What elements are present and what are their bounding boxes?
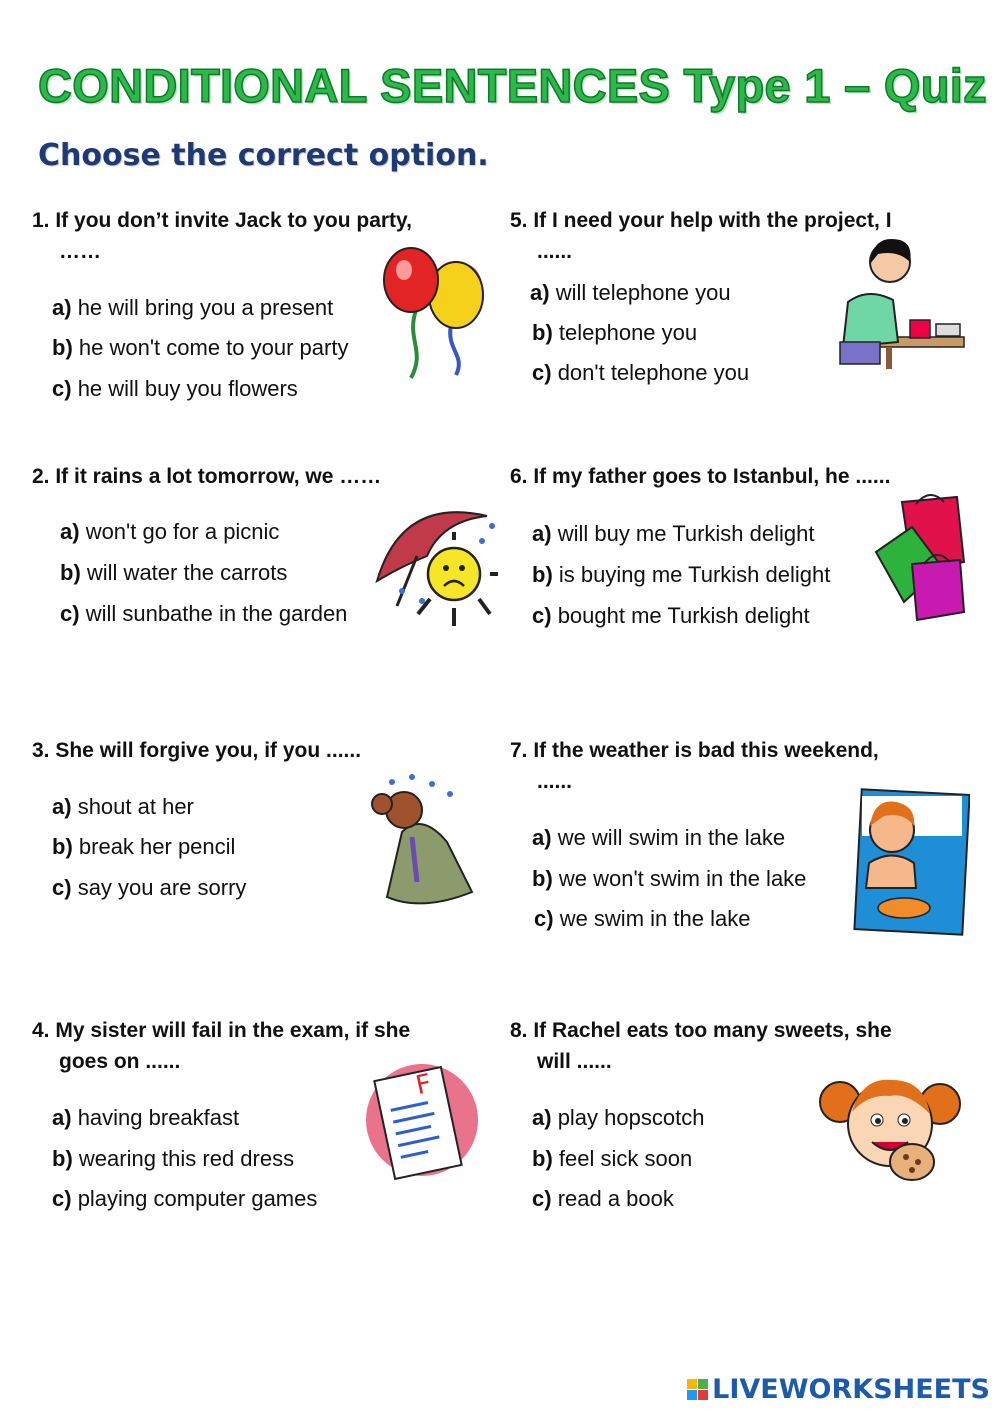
option-4b[interactable]: b) wearing this red dress <box>52 1146 295 1171</box>
crying-man-illustration <box>362 772 480 912</box>
option-5b[interactable]: b) telephone you <box>532 320 698 345</box>
sad-sun-umbrella-illustration <box>372 496 504 636</box>
boy-swimming-illustration <box>844 788 970 938</box>
option-1b[interactable]: b) he won't come to your party <box>52 335 349 360</box>
svg-text:F: F <box>413 1068 435 1102</box>
option-6c[interactable]: c) bought me Turkish delight <box>532 603 810 628</box>
option-1c[interactable]: c) he will buy you flowers <box>52 376 298 401</box>
question-stem: 1. If you don’t invite Jack to you party, …… <box>32 209 413 263</box>
option-2b[interactable]: b) will water the carrots <box>60 560 288 585</box>
option-6b[interactable]: b) is buying me Turkish delight <box>532 562 831 587</box>
gift-bags-illustration <box>872 492 970 624</box>
option-7a[interactable]: a) we will swim in the lake <box>532 825 786 850</box>
liveworksheets-logo: LIVEWORKSHEETS <box>687 1374 990 1405</box>
failed-exam-illustration <box>362 1055 480 1190</box>
option-4a[interactable]: a) having breakfast <box>52 1105 240 1130</box>
girl-eating-cookie-illustration <box>812 1062 966 1188</box>
page-title: CONDITIONAL SENTENCES Type 1 – Quiz <box>38 59 987 112</box>
question-6 <box>510 461 970 492</box>
girl-at-desk-illustration <box>838 232 968 372</box>
option-2c[interactable]: c) will sunbathe in the garden <box>60 601 348 626</box>
question-stem: 7. If the weather is bad this weekend, ...... <box>510 739 879 793</box>
option-8c[interactable]: c) read a book <box>532 1186 674 1211</box>
question-stem: 3. She will forgive you, if you ...... <box>32 739 362 762</box>
question-stem: 8. If Rachel eats too many sweets, she will ...... <box>510 1019 892 1073</box>
option-1a[interactable]: a) he will bring you a present <box>52 295 334 320</box>
option-8a[interactable]: a) play hopscotch <box>532 1105 705 1130</box>
question-stem: 5. If I need your help with the project, I ...... <box>510 209 892 263</box>
balloons-illustration <box>376 240 496 380</box>
question-3 <box>32 735 492 766</box>
option-7c[interactable]: c) we swim in the lake <box>534 906 751 931</box>
option-8b[interactable]: b) feel sick soon <box>532 1146 693 1171</box>
question-stem: 6. If my father goes to Istanbul, he ...... <box>510 465 891 488</box>
option-2a[interactable]: a) won't go for a picnic <box>60 519 280 544</box>
option-3c[interactable]: c) say you are sorry <box>52 875 247 900</box>
option-5a[interactable]: a) will telephone you <box>530 280 731 305</box>
question-2 <box>32 461 492 492</box>
option-6a[interactable]: a) will buy me Turkish delight <box>532 521 815 546</box>
logo-squares-icon <box>687 1379 708 1400</box>
option-7b[interactable]: b) we won't swim in the lake <box>532 866 807 891</box>
option-3b[interactable]: b) break her pencil <box>52 834 236 859</box>
question-stem: 2. If it rains a lot tomorrow, we …… <box>32 465 382 488</box>
question-stem: 4. My sister will fail in the exam, if she goes on ...... <box>32 1019 411 1073</box>
option-4c[interactable]: c) playing computer games <box>52 1186 318 1211</box>
option-5c[interactable]: c) don't telephone you <box>532 360 750 385</box>
option-3a[interactable]: a) shout at her <box>52 794 194 819</box>
instructions: Choose the correct option. <box>38 138 489 173</box>
